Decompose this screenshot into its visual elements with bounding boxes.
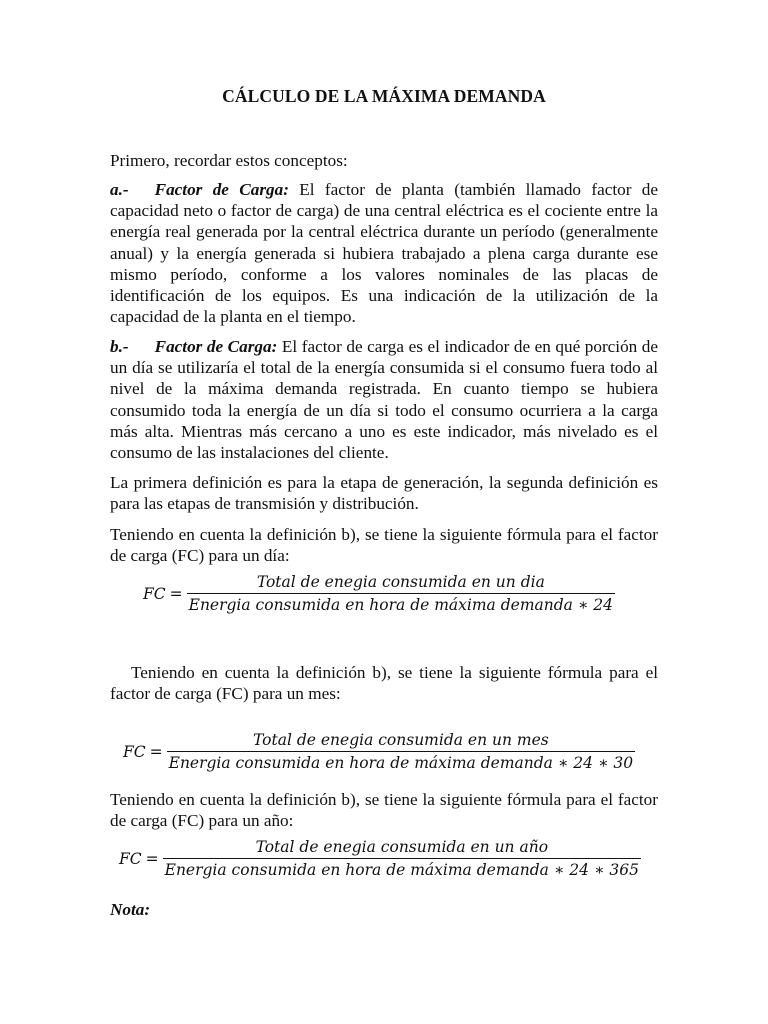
stage-note: La primera definición es para la etapa de generación, la segunda definición es para las etapas de transmisión y distribución. (110, 473, 658, 514)
formula-day-lhs: FC (143, 584, 166, 603)
intro-day: Teniendo en cuenta la definición b), se tiene la siguiente fórmula para el factor de carga (FC) para un día: (110, 525, 658, 566)
concept-a-paragraph (110, 179, 658, 327)
formula-month-fraction (167, 731, 636, 772)
formula-year-fraction (163, 838, 641, 879)
concept-a-term: Factor de Carga: (154, 180, 289, 199)
nota-heading: Nota: (110, 900, 151, 919)
concept-a-label: a.- (110, 180, 129, 199)
intro-month: Teniendo en cuenta la definición b), se tiene la siguiente fórmula para el factor de carga (FC) para un mes: (110, 663, 658, 704)
concept-a-text: El factor de planta (también llamado factor de capacidad neto o factor de carga) de una central eléctrica es el cociente entre la energía real generada por la central eléctrica durante un período (generalmente anual) y la energía generada si hubiera trabajado a plena carga durante ese mismo período, conforme a los valores nominales de las placas de identificación de los equipos. Es una indicación de la utilización de la capacidad de la planta en el tiempo. (110, 180, 658, 327)
formula-year-numerator: Total de enegia consumida en un año (255, 838, 549, 856)
formula-month-eq: = (149, 742, 163, 761)
formula-month-lhs: FC (123, 742, 146, 761)
intro-year: Teniendo en cuenta la definición b), se tiene la siguiente fórmula para el factor de carga (FC) para un año: (110, 790, 658, 831)
formula-year-denominator: Energia consumida en hora de máxima demanda ∗ 24 ∗ 365 (164, 861, 639, 879)
formula-day (143, 573, 615, 614)
formula-day-numerator: Total de enegia consumida en un dia (256, 573, 545, 591)
formula-month (123, 731, 635, 772)
formula-day-denominator: Energia consumida en hora de máxima demanda ∗ 24 (188, 596, 614, 614)
concept-b-text: El factor de carga es el indicador de en qué porción de un día se utilizaría el total de la energía consumida si el consumo fuera todo al nivel de la máxima demanda registrada. En cuanto tiempo se hubiera consumido toda la energía de un día si todo el consumo ocurriera a la carga más alta. Mientras más cercano a uno es este indicador, más nivelado es el consumo de las instalaciones del cliente. (110, 337, 659, 463)
formula-month-numerator: Total de enegia consumida en un mes (253, 731, 549, 749)
formula-day-fraction (187, 573, 615, 614)
formula-month-denominator: Energia consumida en hora de máxima demanda ∗ 24 ∗ 30 (168, 754, 634, 772)
formula-year-eq: = (145, 849, 159, 868)
concept-b-term: Factor de Carga: (154, 337, 278, 356)
formula-day-eq: = (169, 584, 183, 603)
formula-year-lhs: FC (119, 849, 142, 868)
concept-b-paragraph (110, 336, 658, 463)
concept-b-label: b.- (110, 337, 129, 356)
formula-year (119, 838, 641, 879)
intro-text: Primero, recordar estos conceptos: (110, 151, 348, 170)
page-title: CÁLCULO DE LA MÁXIMA DEMANDA (222, 86, 546, 106)
